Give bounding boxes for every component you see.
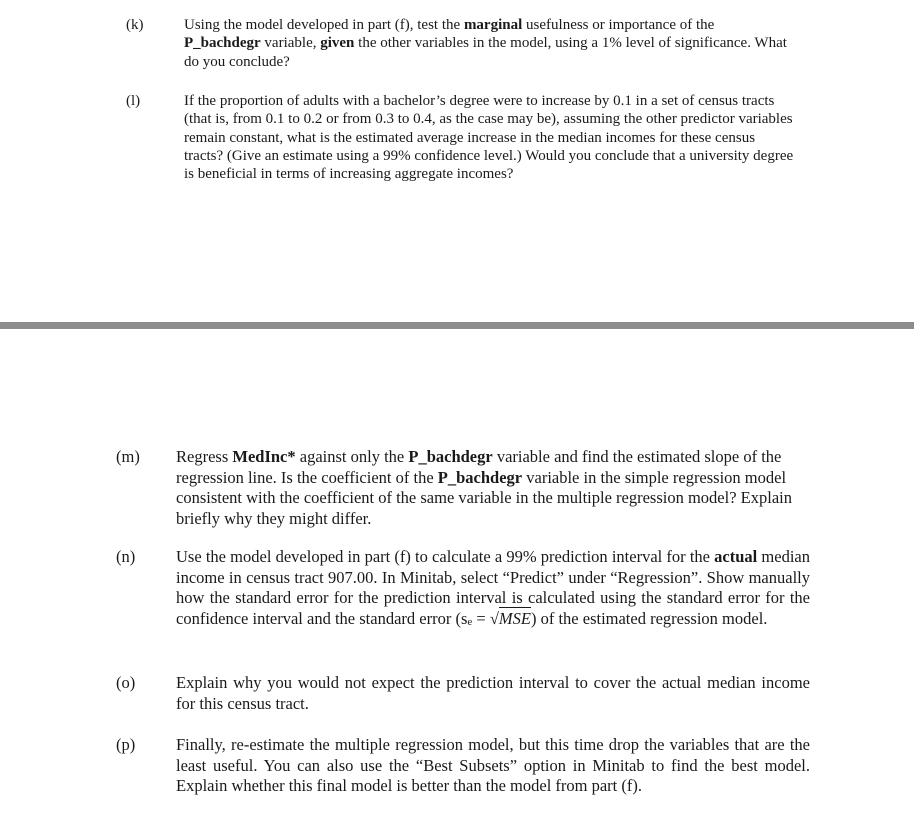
- question-label: (k): [126, 17, 144, 33]
- bold-term: given: [320, 35, 355, 52]
- bold-term: P_bachdegr: [437, 467, 523, 487]
- subscript: e: [467, 615, 473, 628]
- bold-term: P_bachdegr: [184, 35, 261, 52]
- bold-term: actual: [714, 547, 758, 566]
- question-label: (m): [116, 447, 140, 466]
- question-text: Finally, re-estimate the multiple regression model, but this time drop the variables that are the least useful. You can also use the “Best Subsets” option in Minitab to find the best model. Explain whether this final model is better than the model from part (f).: [176, 735, 810, 796]
- question-text: If the proportion of adults with a bachelor’s degree were to increase by 0.1 in a set of census tracts (that is, from 0.1 to 0.2 or from 0.3 to 0.4, as the case may be), assuming the other predictor variables remain constant, what is the estimated average increase in the median incomes for these census tracts? (Give an estimate using a 99% confidence level.) Would you conclude that a university degree is beneficial in terms of increasing aggregate incomes?: [184, 93, 794, 183]
- page-divider: [0, 322, 914, 329]
- question-label: (n): [116, 547, 136, 566]
- question-text: Regress MedInc* against only the P_bachdegr variable and find the estimated slope of the regression line. Is the coefficient of the P_bachdegr variable in the simple regression model consistent with the coefficient of the same variable in the multiple regression model? Explain briefly why they might differ.: [176, 447, 792, 528]
- question-label: (p): [116, 735, 136, 754]
- question-text: Using the model developed in part (f), test the marginal usefulness or importance of the P_bachdegr variable, given the other variables in the model, using a 1% level of significance. What do you conclude?: [184, 17, 787, 70]
- bold-term: P_bachdegr: [408, 447, 493, 466]
- bold-term: MedInc*: [232, 447, 296, 466]
- question-text: Explain why you would not expect the prediction interval to cover the actual median income for this census tract.: [176, 673, 810, 713]
- question-label: (o): [116, 673, 136, 692]
- question-text: Use the model developed in part (f) to calculate a 99% prediction interval for the actual median income in census tract 907.00. In Minitab, select “Predict” under “Regression”. Show manually how the standard error for the prediction interval is calculated using the standard error for the confidence interval and the standard error (se = √MSE) of the estimated regression model.: [176, 547, 810, 628]
- bold-term: marginal: [463, 17, 523, 33]
- sqrt-formula: √MSE: [489, 608, 531, 628]
- question-label: (l): [126, 93, 141, 109]
